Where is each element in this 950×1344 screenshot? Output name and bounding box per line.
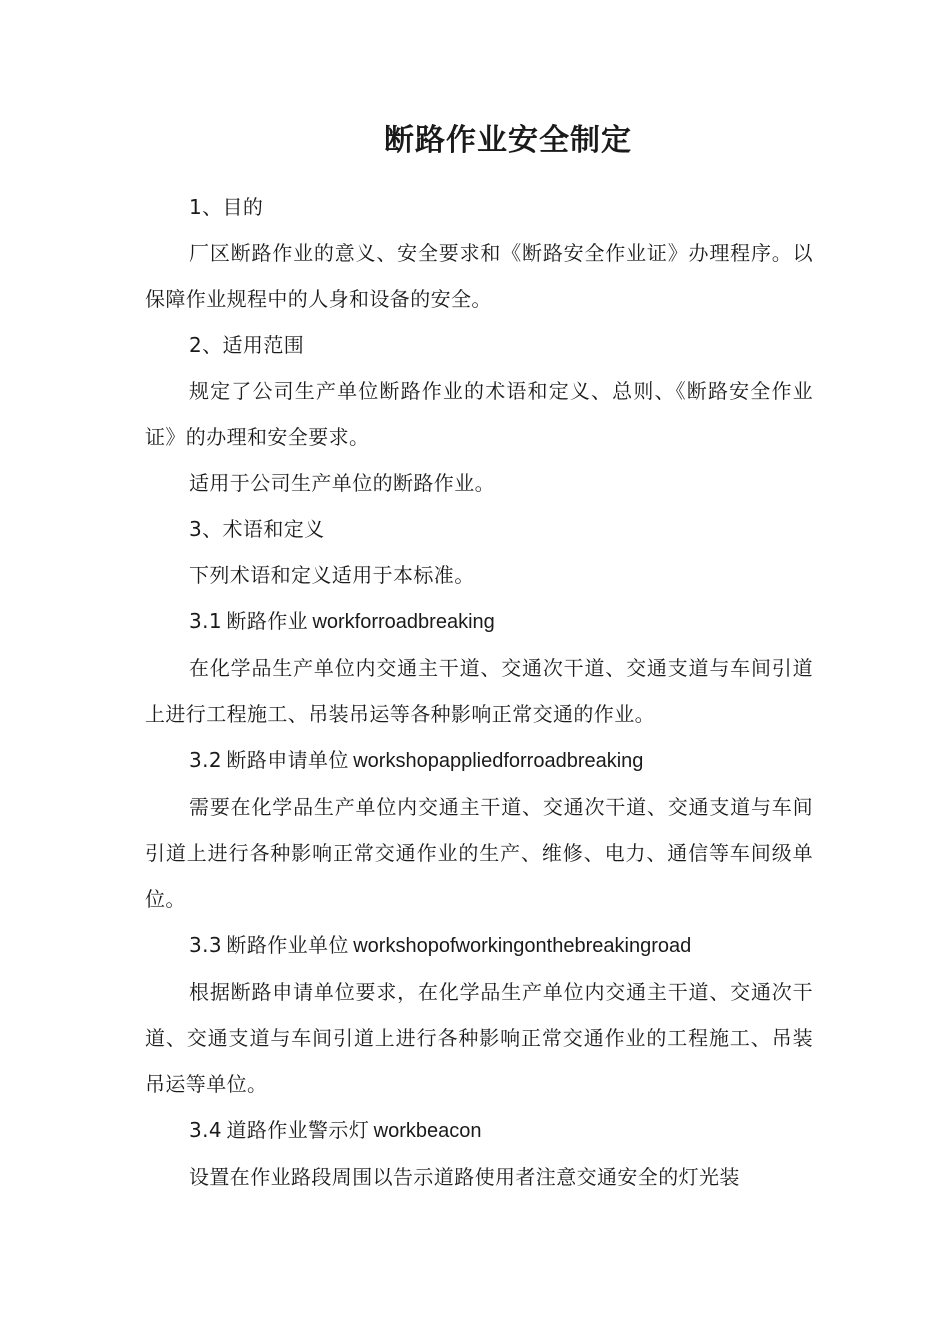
term-heading xyxy=(145,1107,813,1154)
term-chinese: 断路申请单位 xyxy=(226,748,349,772)
paragraph: 适用于公司生产单位的断路作业。 xyxy=(189,471,495,495)
section-heading: 2、适用范围 xyxy=(189,333,305,357)
term-chinese: 断路作业 xyxy=(226,609,309,633)
paragraph: 需要在化学品生产单位内交通主干道、交通次干道、交通支道与车间引道上进行各种影响正常交通作业的生产、维修、电力、通信等车间级单位。 xyxy=(145,795,813,911)
section-heading: 1、目的 xyxy=(189,195,264,219)
paragraph: 在化学品生产单位内交通主干道、交通次干道、交通支道与车间引道上进行工程施工、吊装吊运等各种影响正常交通的作业。 xyxy=(145,656,813,726)
paragraph: 设置在作业路段周围以告示道路使用者注意交通安全的灯光装 xyxy=(189,1165,740,1189)
document-body xyxy=(145,184,813,1200)
paragraph: 规定了公司生产单位断路作业的术语和定义、总则、《断路安全作业证》的办理和安全要求。 xyxy=(145,379,813,449)
term-chinese: 道路作业警示灯 xyxy=(226,1118,370,1142)
paragraph: 根据断路申请单位要求，在化学品生产单位内交通主干道、交通次干道、交通支道与车间引道上进行各种影响正常交通作业的工程施工、吊装吊运等单位。 xyxy=(145,980,813,1096)
section-heading: 3、术语和定义 xyxy=(189,517,325,541)
term-heading xyxy=(145,598,813,645)
term-heading xyxy=(145,922,813,969)
term-number: 3.1 xyxy=(189,609,223,633)
term-number: 3.4 xyxy=(189,1118,223,1142)
term-english: workshopofworkingonthebreakingroad xyxy=(353,935,692,957)
document-title: 断路作业安全制定 xyxy=(384,123,632,158)
term-english: workforroadbreaking xyxy=(312,611,495,633)
term-english: workshopappliedforroadbreaking xyxy=(353,750,644,772)
term-heading xyxy=(145,737,813,784)
paragraph: 下列术语和定义适用于本标准。 xyxy=(189,563,475,587)
term-english: workbeacon xyxy=(373,1120,482,1142)
term-chinese: 断路作业单位 xyxy=(226,933,349,957)
term-number: 3.2 xyxy=(189,748,223,772)
paragraph: 厂区断路作业的意义、安全要求和《断路安全作业证》办理程序。以保障作业规程中的人身和设备的安全。 xyxy=(145,241,813,311)
term-number: 3.3 xyxy=(189,933,223,957)
